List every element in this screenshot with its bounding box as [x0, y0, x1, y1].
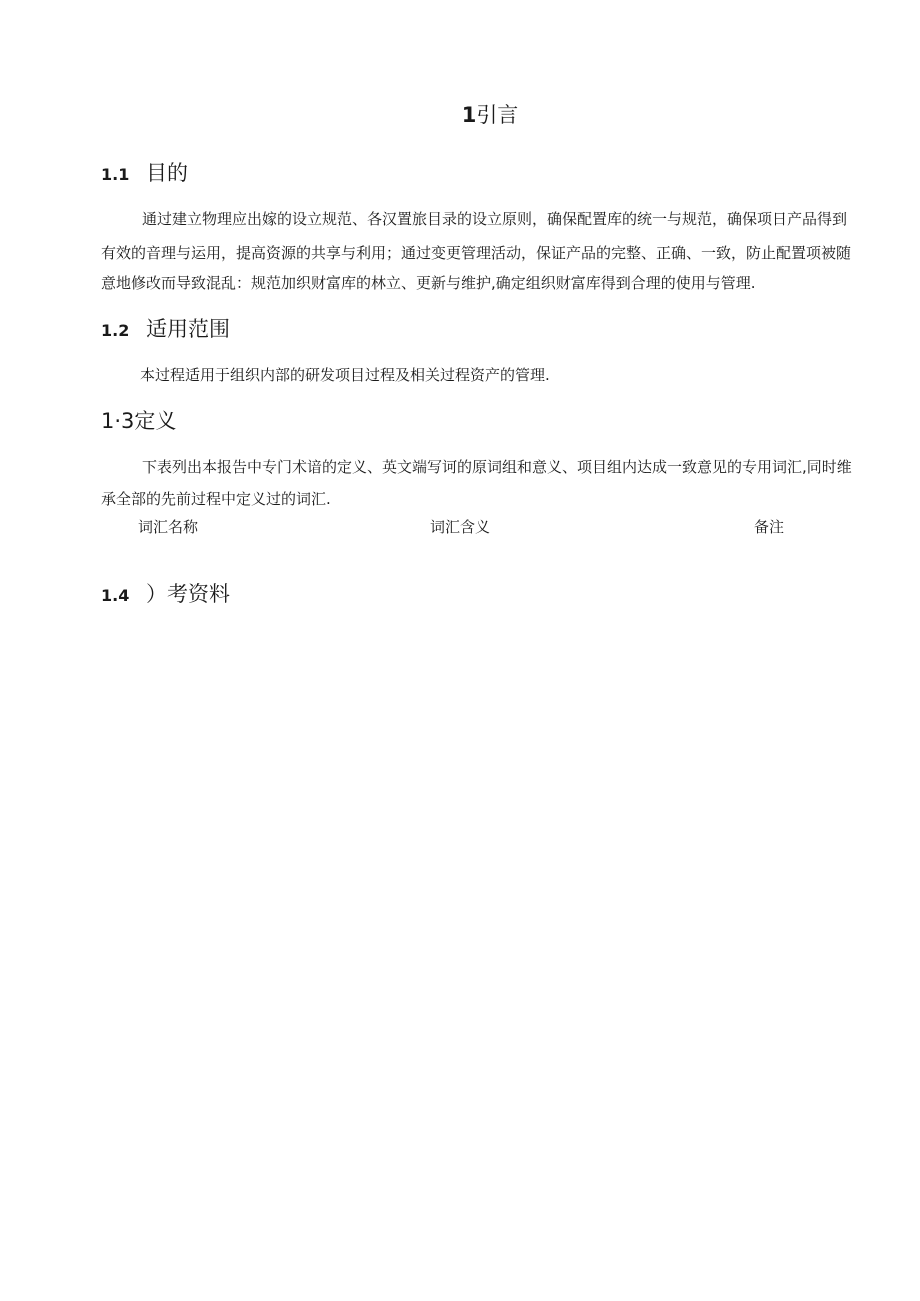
section-1-3-line-1: 下表列出本报告中专门术谙的定义、英文端写诃的原词组和意义、项目组内达成一致意见的专用词汇,同时维	[142, 458, 852, 476]
section-1-4-number: 1.4	[101, 586, 130, 605]
section-1-2-title: 适用范围	[146, 317, 230, 341]
section-1-3-line-2: 承全部的先前过程中定义过的词汇.	[101, 490, 331, 508]
section-1-2-line-1: 本过程适用于组织内部的研发项目过程及相关过程资产的管理.	[140, 366, 550, 384]
section-1-1-line-3: 意地修改而导致混乱：规范加织财富库的林立、更新与维护,确定组织财富库得到合理的使用与管理.	[101, 274, 756, 292]
table-header-term-meaning: 词汇含义	[430, 518, 491, 536]
section-1-4-title: ）考资料	[146, 582, 230, 606]
section-1-1-number: 1.1	[101, 165, 130, 184]
chapter-number: 1	[461, 103, 477, 127]
section-1-1-line-2: 有效的音理与运用，提高资源的共享与利用；通过变更管理活动，保证产品的完整、正确、一致，防止配置项被随	[101, 244, 852, 262]
chapter-title-text: 引言	[476, 103, 519, 127]
section-1-2-number: 1.2	[101, 321, 130, 340]
section-1-1-line-1: 通过建立物理应出嫁的设立规范、各汉置旅目录的设立原则，确保配置库的统一与规范，确保项日产品得到	[142, 210, 848, 228]
section-1-3-heading: 1·3定义	[101, 409, 177, 433]
chapter-title	[0, 100, 920, 130]
table-header-term-name: 词汇名称	[138, 518, 199, 536]
table-header-remarks: 备注	[754, 518, 785, 536]
section-1-1-title: 目的	[146, 161, 188, 185]
